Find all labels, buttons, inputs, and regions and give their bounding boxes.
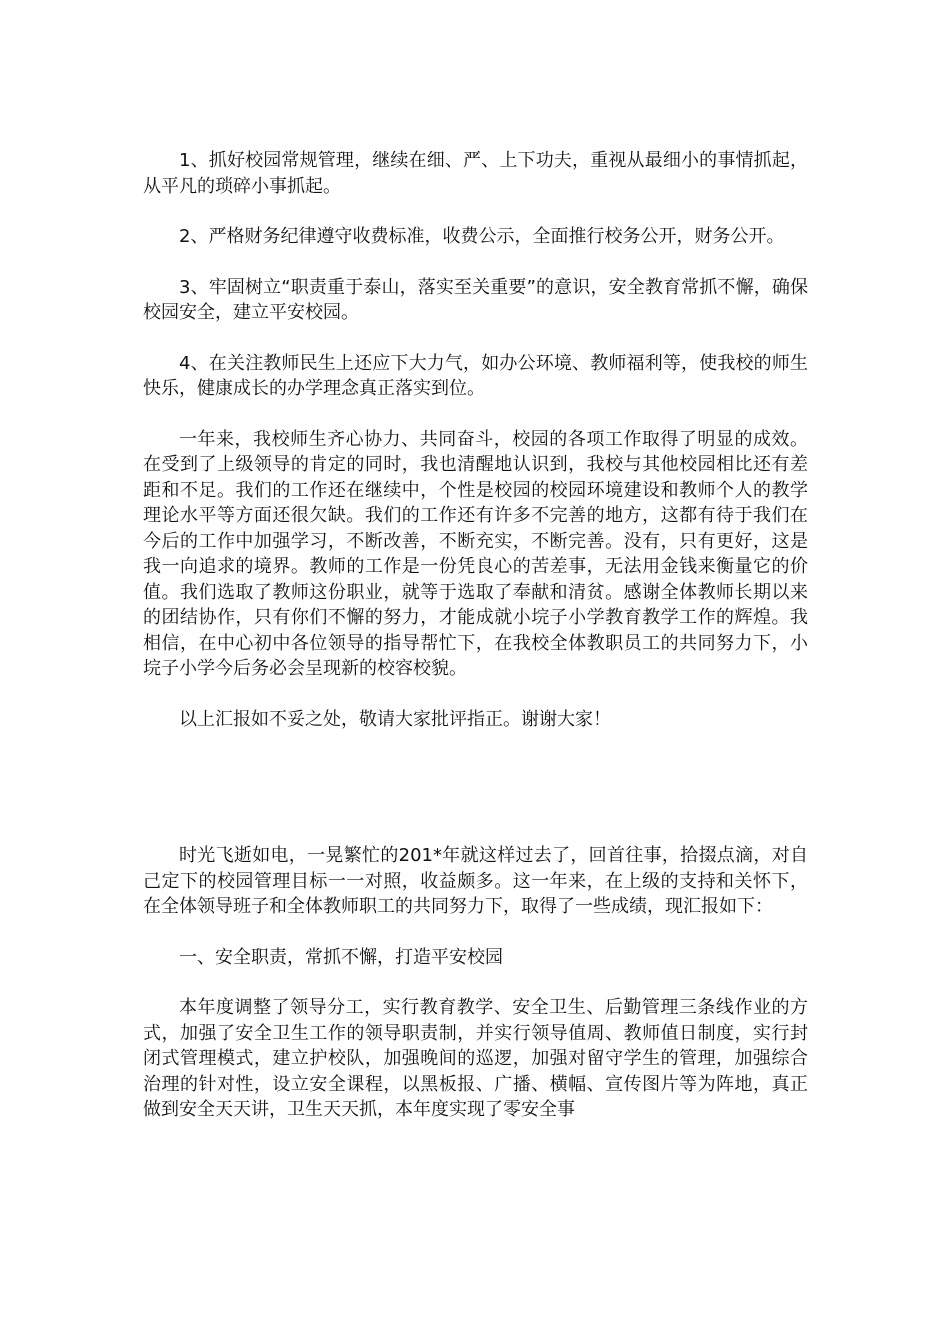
document-body bbox=[143, 148, 808, 1123]
paragraph-item-1: 1、抓好校园常规管理，继续在细、严、上下功夫，重视从最细小的事情抓起，从平凡的琐碎小事抓起。 bbox=[143, 150, 808, 197]
paragraph-closing: 以上汇报如不妥之处，敬请大家批评指正。谢谢大家！ bbox=[179, 708, 611, 730]
paragraph-intro: 时光飞逝如电，一晃繁忙的201*年就这样过去了，回首往事，拾掇点滴，对自己定下的校园管理目标一一对照，收益颇多。这一年来，在上级的支持和关怀下，在全体领导班子和全体教师职工的共同努力下，取得了一些成绩，现汇报如下： bbox=[143, 845, 808, 917]
paragraph-item-3: 3、牢固树立“职责重于泰山，落实至关重要”的意识，安全教育常抓不懈，确保校园安全，建立平安校园。 bbox=[143, 276, 808, 323]
paragraph-item-4: 4、在关注教师民生上还应下大力气，如办公环境、教师福利等，使我校的师生快乐，健康成长的办学理念真正落实到位。 bbox=[143, 352, 808, 399]
paragraph-safety: 本年度调整了领导分工，实行教育教学、安全卫生、后勤管理三条线作业的方式，加强了安全卫生工作的领导职责制，并实行领导值周、教师值日制度，实行封闭式管理模式，建立护校队，加强晚间的巡逻，加强对留守学生的管理，加强综合治理的针对性，设立安全课程，以黑板报、广播、横幅、宣传图片等为阵地，真正做到安全天天讲，卫生天天抓，本年度实现了零安全事 bbox=[143, 997, 808, 1120]
section-heading: 一、安全职责，常抓不懈，打造平安校园 bbox=[179, 946, 503, 968]
paragraph-summary: 一年来，我校师生齐心协力、共同奋斗，校园的各项工作取得了明显的成效。在受到了上级领导的肯定的同时，我也清醒地认识到，我校与其他校园相比还有差距和不足。我们的工作还在继续中，个性是校园的校园环境建设和教师个人的教学理论水平等方面还很欠缺。我们的工作还有许多不完善的地方，这都有待于我们在今后的工作中加强学习，不断改善，不断充实，不断完善。没有，只有更好，这是我一向追求的境界。教师的工作是一份凭良心的苦差事，无法用金钱来衡量它的价值。我们选取了教师这份职业，就等于选取了奉献和清贫。感谢全体教师长期以来的团结协作，只有你们不懈的努力，才能成就小垸子小学教育教学工作的辉煌。我相信，在中心初中各位领导的指导帮忙下，在我校全体教职员工的共同努力下，小垸子小学今后务必会呈现新的校容校貌。 bbox=[143, 428, 808, 679]
paragraph-item-2: 2、严格财务纪律遵守收费标准，收费公示，全面推行校务公开，财务公开。 bbox=[179, 226, 785, 247]
